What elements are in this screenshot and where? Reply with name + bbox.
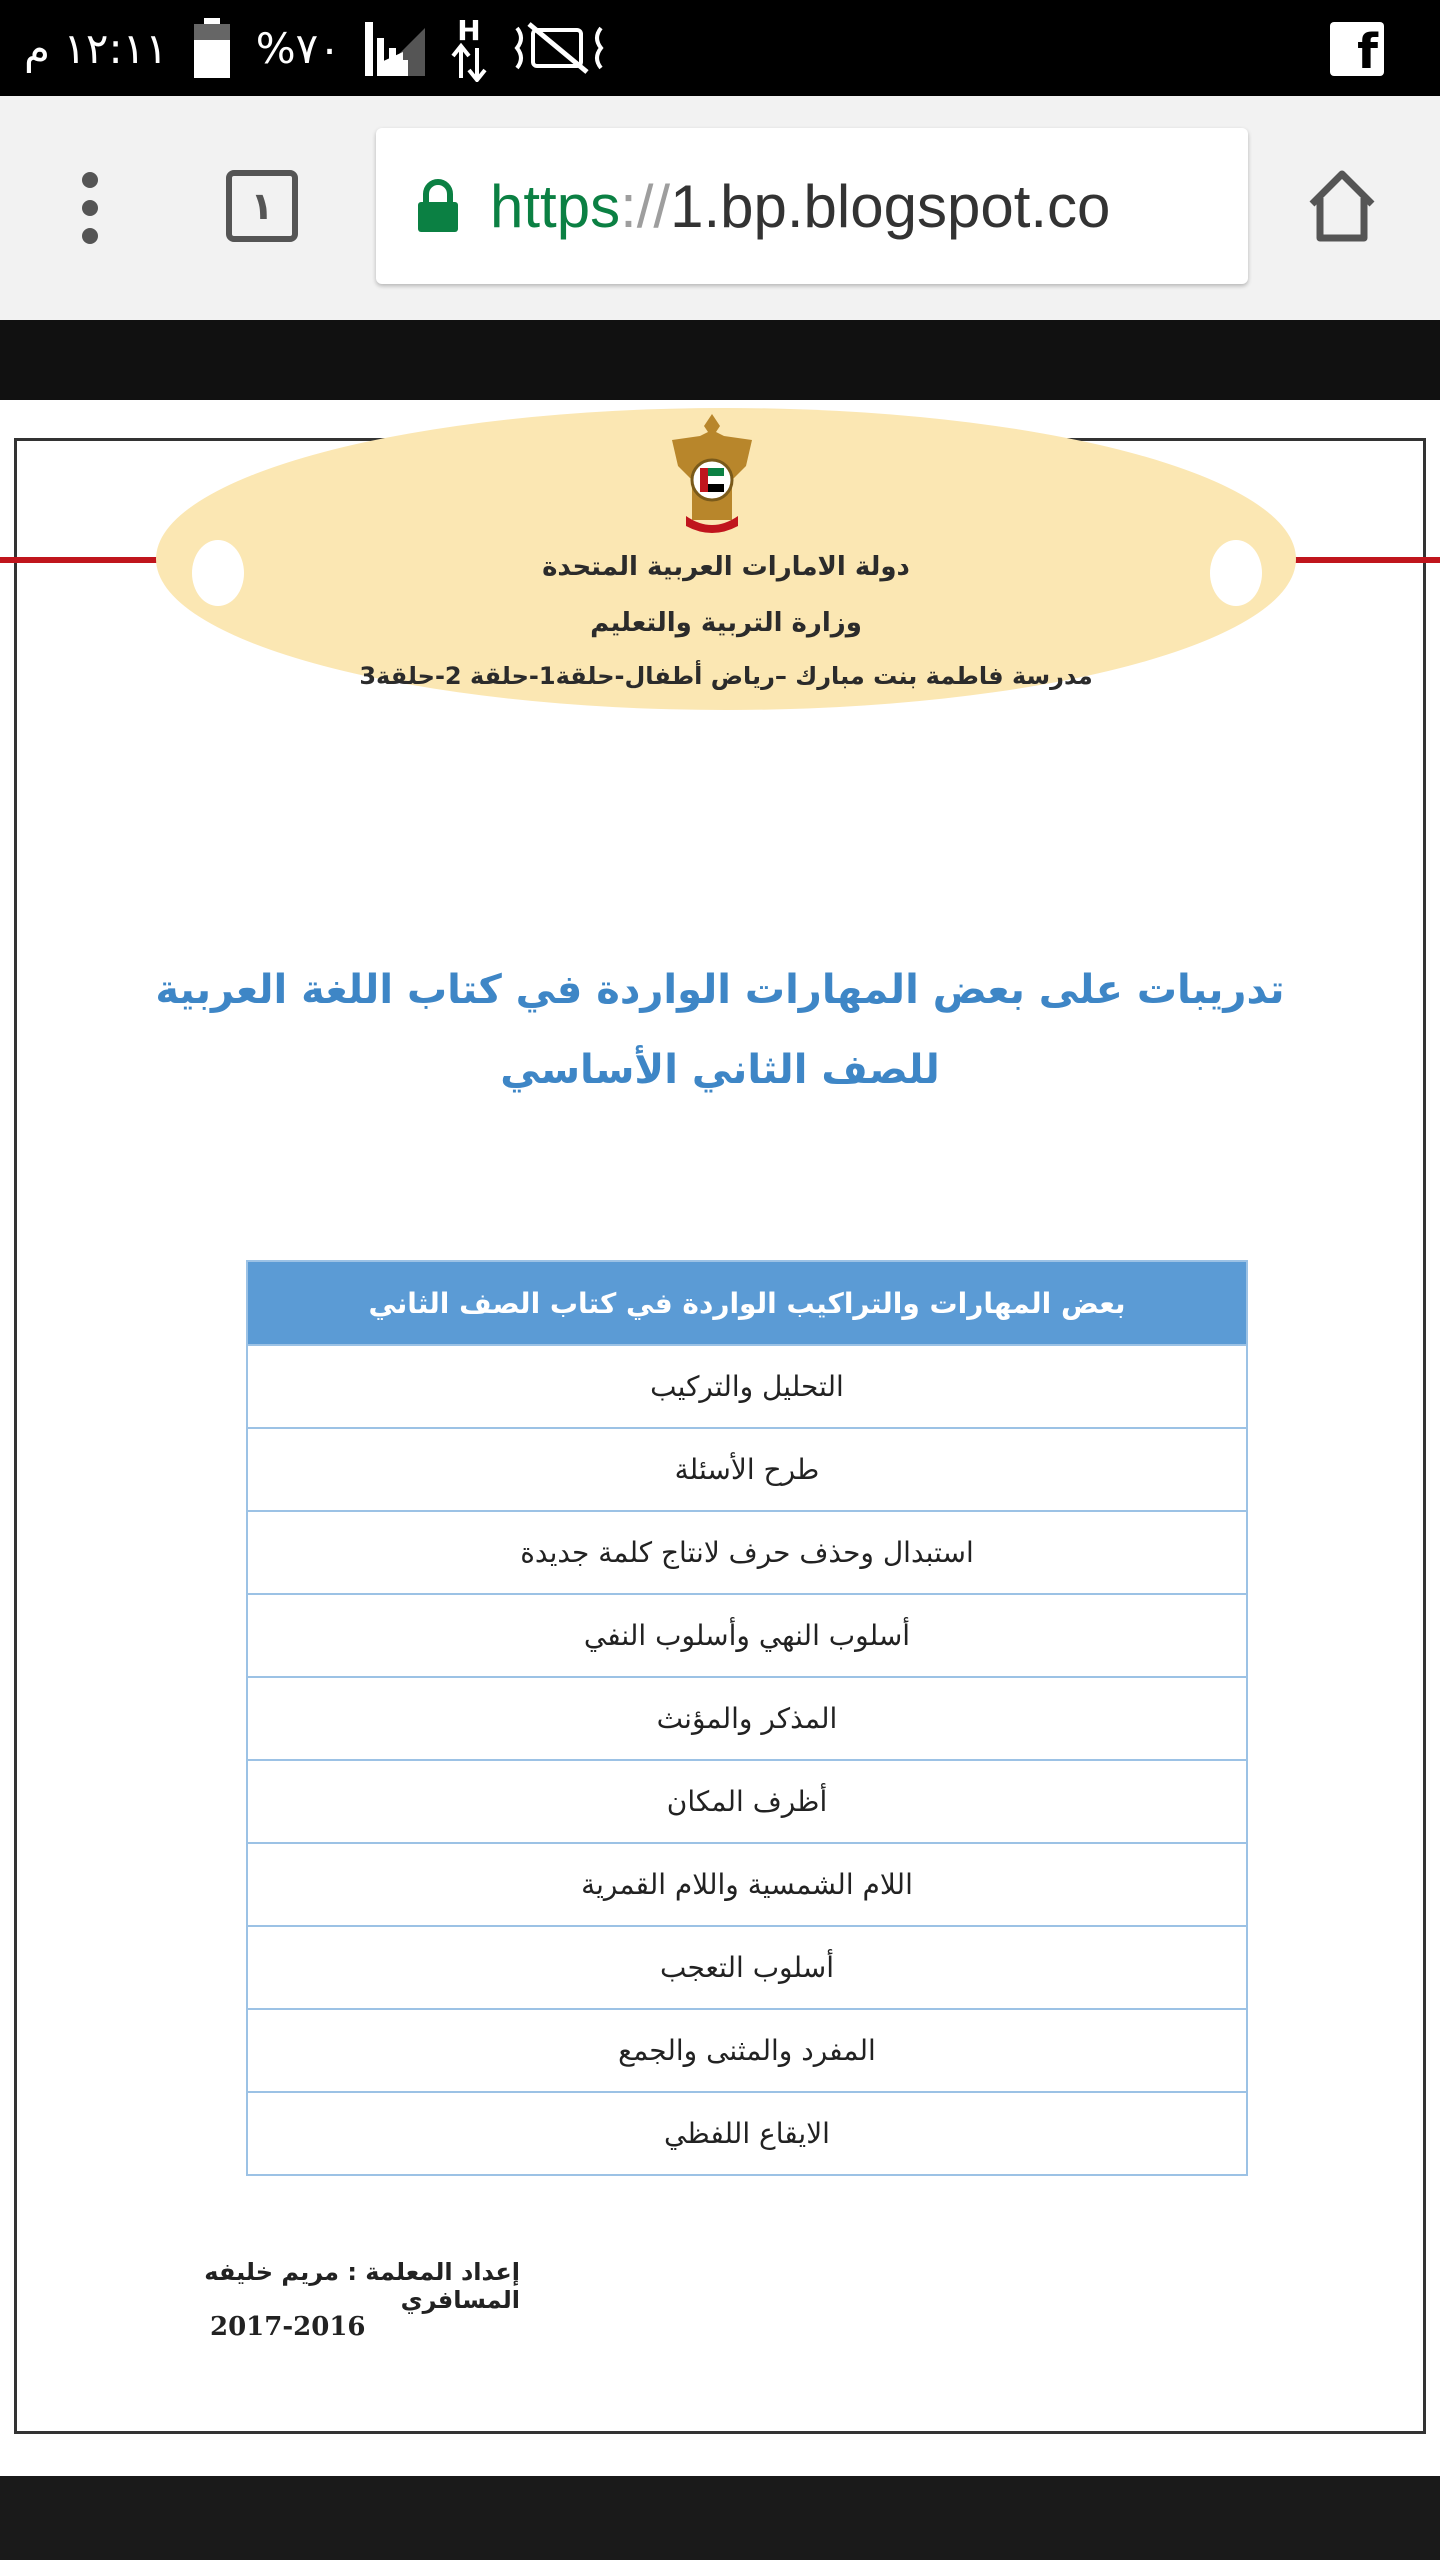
table-cell: طرح الأسئلة <box>247 1428 1247 1511</box>
author-line: إعداد المعلمة : مريم خليفه المسافري <box>204 2258 520 2314</box>
table-row <box>247 1428 1247 1511</box>
header-country: دولة الامارات العربية المتحدة <box>542 552 910 582</box>
page-bottom-band <box>0 2476 1440 2560</box>
url-separator: :// <box>620 172 671 240</box>
data-arrows-icon <box>449 14 489 82</box>
table-cell: الايقاع اللفظي <box>247 2092 1247 2175</box>
table-row <box>247 1760 1247 1843</box>
lock-icon <box>416 178 460 234</box>
document-page <box>0 400 1440 2476</box>
table-row <box>247 1511 1247 1594</box>
page-top-band <box>0 320 1440 400</box>
table-header-row <box>247 1261 1247 1345</box>
address-bar[interactable] <box>376 128 1248 284</box>
table-row <box>247 1843 1247 1926</box>
skills-table <box>246 1260 1248 2176</box>
header-school: مدرسة فاطمة بنت مبارك –رياض أطفال-حلقة1-حلقة 2-حلقة3 <box>359 662 1093 690</box>
status-time: ١٢:١١ م <box>24 23 168 73</box>
academic-year: 2017-2016 <box>210 2312 366 2342</box>
url-text[interactable] <box>490 172 1110 241</box>
facebook-icon[interactable]: f <box>1330 22 1384 76</box>
table-cell: أظرف المكان <box>247 1760 1247 1843</box>
url-scheme: https <box>490 172 621 240</box>
tab-count: ١ <box>250 184 274 228</box>
signal-icon <box>363 18 427 78</box>
status-bar <box>0 0 1440 96</box>
table-row <box>247 1677 1247 1760</box>
table-cell: المذكر والمؤنث <box>247 1677 1247 1760</box>
table-cell: أسلوب التعجب <box>247 1926 1247 2009</box>
table-row <box>247 2009 1247 2092</box>
uae-emblem-icon <box>662 410 762 538</box>
battery-percent: %٧٠ <box>255 23 341 73</box>
network-type: H <box>457 14 481 47</box>
table-row <box>247 1926 1247 2009</box>
table-row <box>247 1345 1247 1428</box>
table-row <box>247 1594 1247 1677</box>
table-row <box>247 2092 1247 2175</box>
table-header: بعض المهارات والتراكيب الواردة في كتاب الصف الثاني <box>247 1261 1247 1345</box>
url-host: 1.bp.blogspot.co <box>670 172 1111 240</box>
document-title: تدريبات على بعض المهارات الواردة في كتاب اللغة العربية للصف الثاني الأساسي <box>155 967 1285 1093</box>
overflow-menu-icon[interactable] <box>60 172 120 244</box>
header-ministry: وزارة التربية والتعليم <box>590 608 862 638</box>
home-icon[interactable] <box>1306 168 1378 244</box>
table-cell: المفرد والمثنى والجمع <box>247 2009 1247 2092</box>
mute-icon <box>511 20 607 76</box>
table-cell: استبدال وحذف حرف لانتاج كلمة جديدة <box>247 1511 1247 1594</box>
status-left-group <box>24 0 607 96</box>
table-cell: أسلوب النهي وأسلوب النفي <box>247 1594 1247 1677</box>
table-cell: اللام الشمسية واللام القمرية <box>247 1843 1247 1926</box>
tabs-icon[interactable] <box>226 170 298 242</box>
browser-toolbar <box>0 96 1440 320</box>
battery-icon <box>190 16 234 80</box>
table-cell: التحليل والتركيب <box>247 1345 1247 1428</box>
